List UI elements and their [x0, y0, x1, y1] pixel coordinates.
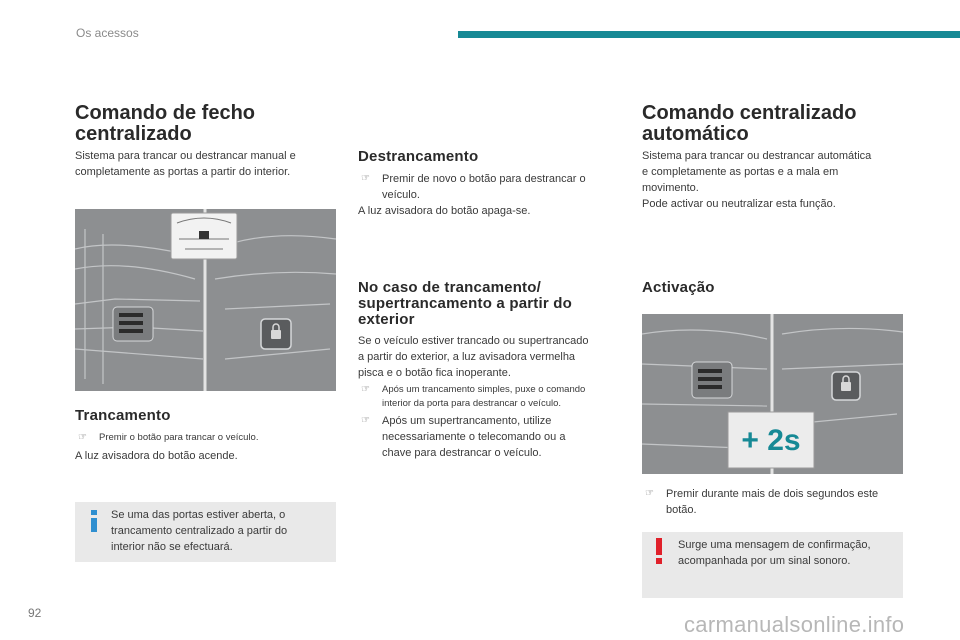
lock-step-item: [75, 431, 340, 445]
door-lock-button-illustration: [75, 209, 336, 391]
col1-title: [75, 103, 335, 145]
unlock-heading: Destrancamento: [358, 148, 479, 165]
exterior-bullet-1: [358, 383, 628, 411]
activation-steps: [642, 486, 912, 518]
activation-step-item: [642, 486, 912, 518]
warning-note: [642, 532, 903, 598]
exterior-heading-line3: exterior: [358, 311, 415, 328]
exterior-body-line3: pisca e o botão fica inoperante.: [358, 367, 511, 379]
unlock-steps: [358, 171, 628, 219]
col3-intro-line3: movimento.: [642, 182, 699, 194]
col3-intro-line1: Sistema para trancar ou destrancar automática: [642, 150, 872, 162]
lock-result: A luz avisadora do botão acende.: [75, 450, 238, 462]
exterior-heading-line1: No caso de trancamento/: [358, 279, 541, 296]
activation-heading: Activação: [642, 279, 715, 296]
bullet-pointer-icon: ☞: [78, 432, 87, 443]
exterior-heading-line2: supertrancamento a partir do: [358, 295, 572, 312]
exterior-heading: [358, 280, 628, 328]
bullet-pointer-icon: ☞: [361, 415, 370, 426]
lock-heading: Trancamento: [75, 407, 171, 424]
col1-intro: [75, 148, 340, 180]
warning-note-line2: acompanhada por um sinal sonoro.: [678, 555, 851, 567]
info-note: [75, 502, 336, 562]
col3-intro-line2: e completamente as portas e a mala em: [642, 166, 839, 178]
info-note-line3: interior não se efectuará.: [111, 541, 233, 553]
section-accent-bar: [458, 31, 960, 38]
col3-intro: [642, 148, 912, 212]
activation-step-line1: Premir durante mais de dois segundos este: [666, 488, 879, 500]
info-note-line1: Se uma das portas estiver aberta, o: [111, 509, 286, 521]
info-note-text: [111, 507, 331, 555]
page-number: 92: [28, 606, 42, 620]
col3-intro-line4: Pode activar ou neutralizar esta função.: [642, 198, 836, 210]
col1-title-line2: centralizado: [75, 123, 192, 145]
exterior-bullet-2-line3: chave para destrancar o veículo.: [382, 447, 542, 459]
col3-title: [642, 103, 912, 145]
unlock-result: A luz avisadora do botão apaga-se.: [358, 205, 531, 217]
unlock-step-line1: Premir de novo o botão para destrancar o: [382, 173, 586, 185]
press-2-seconds-badge: + 2s: [741, 424, 801, 457]
info-note-line2: trancamento centralizado a partir do: [111, 525, 288, 537]
section-title: Os acessos: [76, 26, 139, 40]
bullet-pointer-icon: ☞: [645, 488, 654, 499]
info-icon: [87, 510, 101, 532]
exterior-body-line2: a partir do exterior, a luz avisadora vermelha: [358, 351, 576, 363]
lock-steps: [75, 431, 340, 464]
warning-note-line1: Surge uma mensagem de confirmação,: [678, 539, 871, 551]
col3-title-line2: automático: [642, 123, 749, 145]
warning-note-text: [678, 537, 898, 569]
exterior-bullet-2-line2: necessariamente o telecomando ou a: [382, 431, 566, 443]
exterior-bullet-1-line2: interior da porta para destrancar o veículo.: [382, 398, 562, 409]
unlock-step-item: [358, 171, 628, 203]
exterior-body: [358, 333, 628, 461]
unlock-step-line2: veículo.: [382, 189, 420, 201]
exterior-body-line1: Se o veículo estiver trancado ou supertrancado: [358, 335, 589, 347]
activation-step-line2: botão.: [666, 504, 697, 516]
activation-button-illustration: [642, 314, 903, 474]
watermark-text: carmanualsonline.info: [684, 612, 905, 637]
bullet-pointer-icon: ☞: [361, 384, 370, 395]
col1-intro-line2: completamente as portas a partir do interior.: [75, 166, 291, 178]
exterior-bullet-2: [358, 413, 628, 461]
exterior-bullet-2-line1: Após um supertrancamento, utilize: [382, 415, 552, 427]
warning-icon: [654, 538, 664, 564]
lock-step-text: Premir o botão para trancar o veículo.: [99, 432, 259, 443]
col1-title-line1: Comando de fecho: [75, 102, 256, 124]
bullet-pointer-icon: ☞: [361, 173, 370, 184]
dashboard-drawing: [75, 209, 336, 391]
col1-intro-line1: Sistema para trancar ou destrancar manual e: [75, 150, 296, 162]
col3-title-line1: Comando centralizado: [642, 102, 857, 124]
exterior-bullet-1-line1: Após um trancamento simples, puxe o comando: [382, 384, 586, 395]
